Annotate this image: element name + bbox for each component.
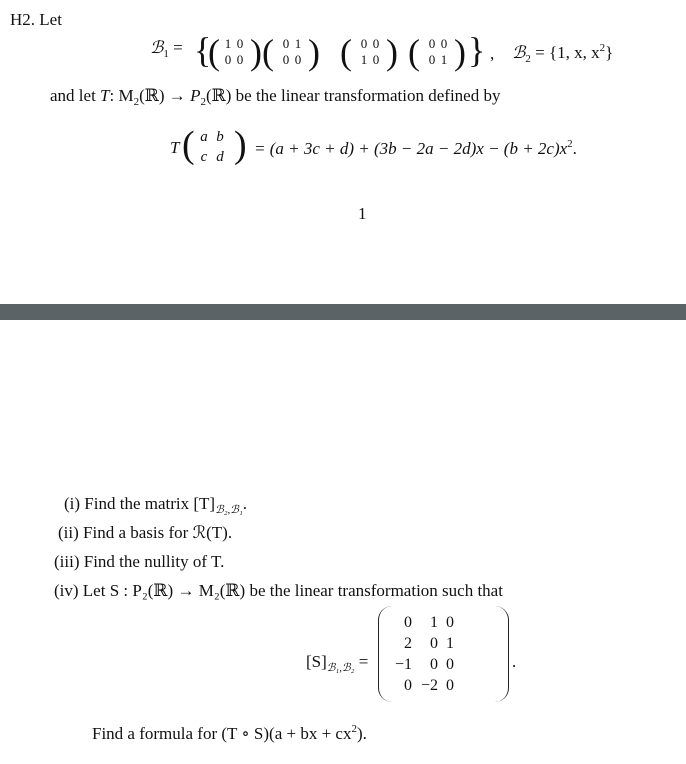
s-matrix-end: . <box>512 652 517 671</box>
b2-label: ℬ <box>512 43 526 62</box>
s-matrix-label: $[S]_{ℬ_1,ℬ_2}$ = <box>306 652 369 674</box>
problem-intro: Let <box>39 10 62 29</box>
def-rhs: = $(a + 3c + d) + (3b - 2a - 2d)x - (b + 2c)x^2$. <box>254 138 577 158</box>
transformation-intro: and let T: $M_2(ℝ)$ → $P_2(ℝ)$ be the linear transformation defined by <box>50 86 501 108</box>
b1-equals: = <box>173 38 183 57</box>
b2-set-sup: 2 <box>599 42 606 54</box>
b1-subscript: 1 <box>163 48 169 60</box>
b1-matrix-2-lparen: ( <box>262 32 274 72</box>
question-iv: (iv) Let S : P₂(ℝ) → M₂(ℝ) be the linear transformation such that <box>54 581 503 600</box>
question-iii: (iii) Find the nullity of T. <box>54 552 225 571</box>
b1-open-brace: { <box>194 30 212 70</box>
s-matrix: 0 1 0 2 0 1 −1 0 0 0 −2 0 <box>394 614 454 694</box>
b1-matrix-3-lparen: ( <box>340 32 352 72</box>
final-question: Find a formula for (T ∘ S)(a + bx + $cx^2$). <box>92 723 367 743</box>
question-i: (i) Find the matrix $[T]_{ℬ_2,ℬ_1}$. <box>64 494 248 516</box>
problem-label: H2. <box>10 10 36 29</box>
b2-set: = {1, x, x <box>535 43 600 62</box>
page-divider <box>0 304 686 320</box>
b1-matrix-4: 0 0 0 1 <box>428 36 448 67</box>
b1-matrix-2: 0 1 0 0 <box>282 36 302 67</box>
b1-label: ℬ <box>150 38 164 57</box>
b1-matrix-3: 0 0 1 0 <box>360 36 380 67</box>
question-ii: (ii) Find a basis for ℛ(T). <box>58 523 233 542</box>
def-T: T <box>170 138 180 157</box>
problem-header <box>10 10 62 30</box>
b1-comma: , <box>490 44 495 63</box>
page-number: 1 <box>358 204 367 223</box>
s-matrix-rparen <box>494 606 509 702</box>
b1-matrix-3-rparen: ) <box>386 32 398 72</box>
b1-matrix-1: 1 0 0 0 <box>224 36 244 67</box>
b1-close-brace: } <box>468 30 486 70</box>
b1-definition <box>150 38 183 78</box>
b2-definition <box>512 42 613 65</box>
def-matrix-rparen: ) <box>234 124 247 166</box>
b1-matrix-4-rparen: ) <box>454 32 466 72</box>
b2-set-close: } <box>605 43 614 62</box>
b2-subscript: 2 <box>525 53 531 65</box>
def-matrix-lparen: ( <box>182 124 195 166</box>
b1-matrix-2-rparen: ) <box>308 32 320 72</box>
def-matrix: a b c d <box>200 129 224 165</box>
b1-matrix-1-rparen: ) <box>250 32 262 72</box>
b1-matrix-4-lparen: ( <box>408 32 420 72</box>
b1-matrix-1-lparen: ( <box>208 32 220 72</box>
